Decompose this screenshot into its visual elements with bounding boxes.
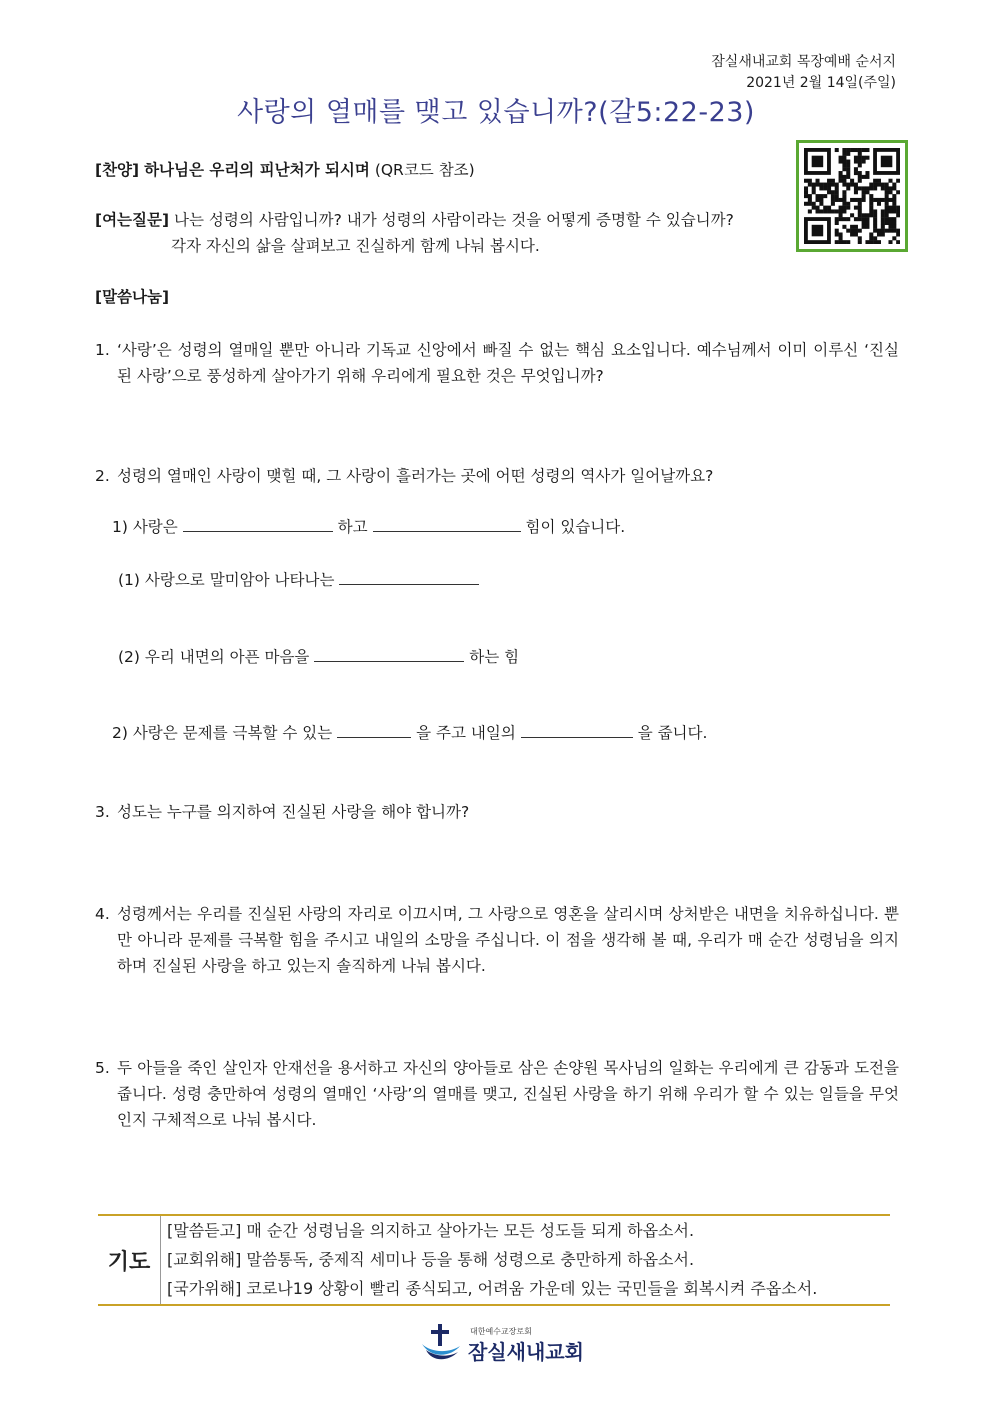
bulletin-header xyxy=(711,52,896,94)
qr-pattern xyxy=(804,148,900,244)
question-text: ‘사랑’은 성령의 열매일 뿐만 아니라 기독교 신앙에서 빠질 수 없는 핵심 요소입니다. 예수님께서 이미 이루신 ‘진실된 사랑’으로 풍성하게 살아가기 위해 우리에게 필요한 것은 무엇입니까? xyxy=(117,341,899,385)
sub-text: 하는 힘 xyxy=(469,648,520,666)
opening-line1: 나는 성령의 사람입니까? 내가 성령의 사람이라는 것을 어떻게 증명할 수 있습니까? xyxy=(174,211,734,229)
page-title: 사랑의 열매를 맺고 있습니까?(갈5:22-23) xyxy=(237,97,755,128)
hymn-section xyxy=(95,158,475,183)
question-2-sub-1-2 xyxy=(118,645,519,670)
question-2-sub-2 xyxy=(112,721,707,746)
sub-text: (1) 사랑으로 말미암아 나타나는 xyxy=(118,571,335,589)
sub-text: 을 주고 내일의 xyxy=(416,724,516,742)
hymn-song: 하나님은 우리의 피난처가 되시며 xyxy=(144,161,370,179)
sub-text: 을 줍니다. xyxy=(637,724,708,742)
prayer-label: 기도 xyxy=(107,1249,151,1275)
question-text: 성령의 열매인 사랑이 맺힐 때, 그 사랑이 흘러가는 곳에 어떤 성령의 역사가 일어날까요? xyxy=(117,467,714,485)
fill-blank[interactable] xyxy=(339,570,479,585)
church-logo xyxy=(418,1322,588,1364)
question-5 xyxy=(95,1055,899,1133)
question-number: 1. xyxy=(95,341,110,359)
prayer-box xyxy=(98,1214,890,1306)
question-3 xyxy=(95,799,899,825)
prayer-line-church: [교회위해] 말씀통독, 중제직 세미나 등을 통해 성령으로 충만하게 하옵소서. xyxy=(167,1250,695,1269)
fill-blank[interactable] xyxy=(337,723,411,738)
sub-text: 2) 사랑은 문제를 극복할 수 있는 xyxy=(112,724,333,742)
prayer-line-word: [말씀듣고] 매 순간 성령님을 의지하고 살아가는 모든 성도들 되게 하옵소서. xyxy=(167,1221,695,1240)
fill-blank[interactable] xyxy=(373,517,521,532)
logo-church-name: 잠실새내교회 xyxy=(468,1340,584,1364)
question-text: 두 아들을 죽인 살인자 안재선을 용서하고 자신의 양아들로 삼은 손양원 목사님의 일화는 우리에게 큰 감동과 도전을 줍니다. 성령 충만하여 성령의 열매인 ‘사랑’의 열매를 맺고, 진실된 사랑을 하기 위해 우리가 할 수 있는 일들을 무엇인지 구체적으로 나눠 봅시다. xyxy=(117,1059,899,1129)
hymn-note: (QR코드 참조) xyxy=(374,161,475,179)
qr-code-icon[interactable] xyxy=(796,140,908,252)
question-2-sub-1 xyxy=(112,515,625,540)
hymn-label: [찬양] xyxy=(95,161,140,179)
question-4 xyxy=(95,901,899,979)
fill-blank[interactable] xyxy=(521,723,633,738)
question-text: 성도는 누구를 의지하여 진실된 사랑을 해야 합니까? xyxy=(117,803,470,821)
question-2-sub-1-1 xyxy=(118,568,479,593)
header-church-line: 잠실새내교회 목장예배 순서지 xyxy=(711,54,896,70)
header-date-line: 2021년 2월 14일(주일) xyxy=(746,75,896,91)
fill-blank[interactable] xyxy=(314,647,464,662)
opening-question xyxy=(95,208,734,233)
fill-blank[interactable] xyxy=(183,517,333,532)
sub-text: 1) 사랑은 xyxy=(112,518,178,536)
question-number: 2. xyxy=(95,467,110,485)
sub-text: 하고 xyxy=(337,518,368,536)
opening-label: [여는질문] xyxy=(95,211,170,229)
question-1 xyxy=(95,337,899,389)
question-number: 5. xyxy=(95,1059,110,1077)
opening-line2: 각자 자신의 삶을 살펴보고 진실하게 함께 나눠 봅시다. xyxy=(171,237,540,255)
sub-text: (2) 우리 내면의 아픈 마음을 xyxy=(118,648,310,666)
question-number: 4. xyxy=(95,905,110,923)
question-2 xyxy=(95,463,899,489)
prayer-line-nation: [국가위해] 코로나19 상황이 빨리 종식되고, 어려움 가운데 있는 국민들을 회복시켜 주옵소서. xyxy=(167,1279,818,1298)
question-number: 3. xyxy=(95,803,110,821)
sub-text: 힘이 있습니다. xyxy=(525,518,626,536)
church-logo-icon xyxy=(418,1322,462,1362)
sharing-label: [말씀나눔] xyxy=(95,288,170,306)
question-text: 성령께서는 우리를 진실된 사랑의 자리로 이끄시며, 그 사랑으로 영혼을 살리시며 상처받은 내면을 치유하십니다. 뿐만 아니라 문제를 극복할 힘을 주시고 내일의 소망을 주십니다. 이 점을 생각해 볼 때, 우리가 매 순간 성령님을 의지하며 진실된 사랑을 하고 있는지 솔직하게 나눠 봅시다. xyxy=(117,905,900,975)
logo-denomination: 대한예수교장로회 xyxy=(470,1327,532,1336)
prayer-lines xyxy=(160,1216,817,1304)
